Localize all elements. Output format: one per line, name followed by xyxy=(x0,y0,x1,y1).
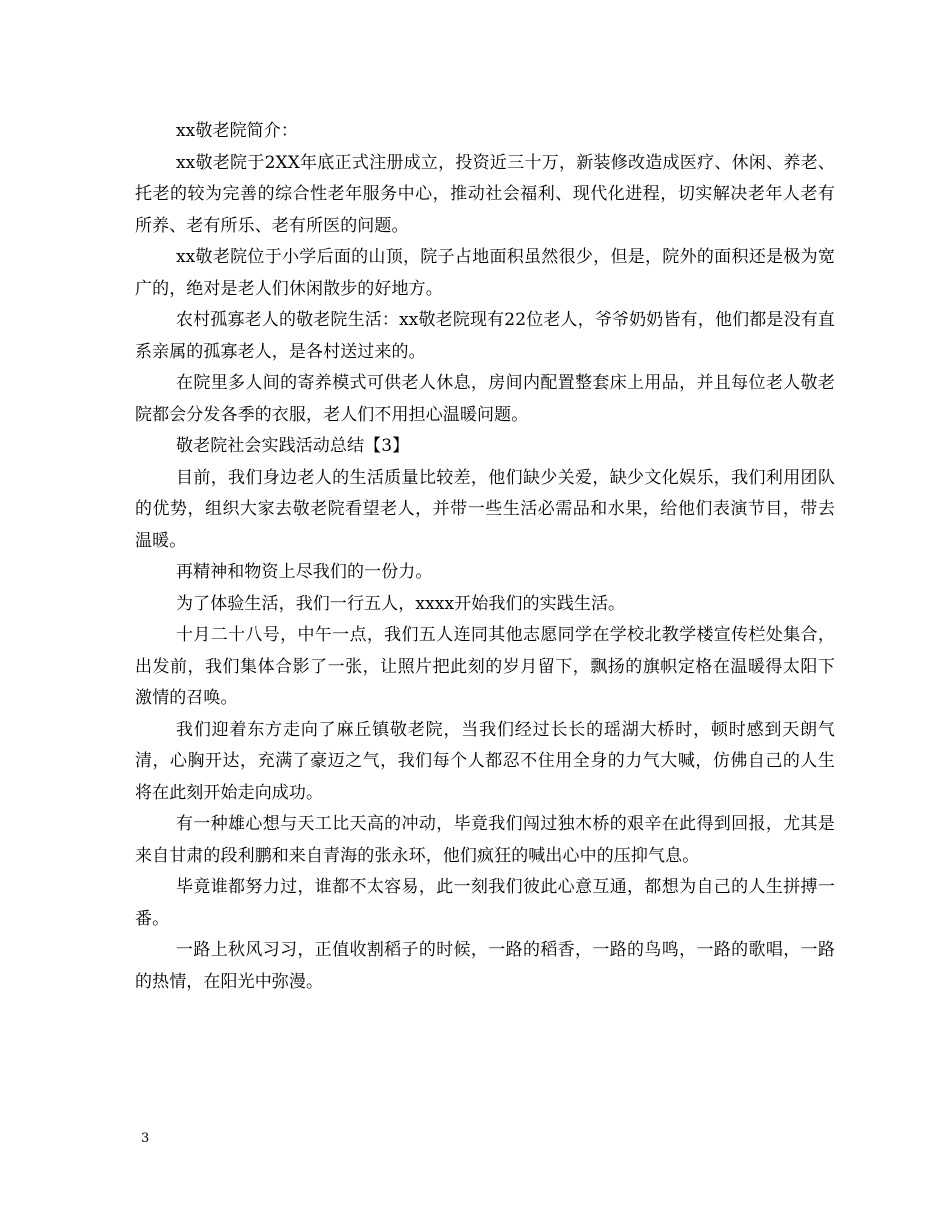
document-body xyxy=(135,116,835,998)
paragraph-1: xx敬老院简介： xyxy=(176,121,298,141)
section-heading: 敬老院社会实践活动总结【3】 xyxy=(176,436,410,456)
paragraph-3: xx敬老院位于小学后面的山顶，院子占地面积虽然很少，但是，院外的面积还是极为宽广的，绝对是老人们休闲散步的好地方。 xyxy=(135,247,835,299)
paragraph-11: 我们迎着东方走向了麻丘镇敬老院，当我们经过长长的瑶湖大桥时，顿时感到天朗气清，心胸开达，充满了豪迈之气，我们每个人都忍不住用全身的力气大喊，仿佛自己的人生将在此刻开始走向成功。 xyxy=(135,719,835,803)
page-number: 3 xyxy=(141,1131,150,1146)
paragraph-12: 有一种雄心想与天工比天高的冲动，毕竟我们闯过独木桥的艰辛在此得到回报，尤其是来自甘肃的段利鹏和来自青海的张永环，他们疯狂的喊出心中的压抑气息。 xyxy=(135,814,835,866)
paragraph-13: 毕竟谁都努力过，谁都不太容易，此一刻我们彼此心意互通，都想为自己的人生拼搏一番。 xyxy=(135,877,835,929)
paragraph-14: 一路上秋风习习，正值收割稻子的时候，一路的稻香，一路的鸟鸣，一路的歌唱，一路的热情，在阳光中弥漫。 xyxy=(135,940,835,992)
paragraph-2: xx敬老院于2XX年底正式注册成立，投资近三十万，新装修改造成医疗、休闲、养老、托老的较为完善的综合性老年服务中心，推动社会福利、现代化进程，切实解决老年人老有所养、老有所乐、老有所医的问题。 xyxy=(135,152,835,236)
paragraph-7: 目前，我们身边老人的生活质量比较差，他们缺少关爱，缺少文化娱乐，我们利用团队的优势，组织大家去敬老院看望老人，并带一些生活必需品和水果，给他们表演节目，带去温暖。 xyxy=(135,467,835,551)
paragraph-8: 再精神和物资上尽我们的一份力。 xyxy=(176,562,433,582)
paragraph-10: 十月二十八号，中午一点，我们五人连同其他志愿同学在学校北教学楼宣传栏处集合，出发前，我们集体合影了一张，让照片把此刻的岁月留下，飘扬的旗帜定格在温暖得太阳下激情的召唤。 xyxy=(135,625,835,708)
paragraph-4: 农村孤寡老人的敬老院生活：xx敬老院现有22位老人，爷爷奶奶皆有，他们都是没有直系亲属的孤寡老人，是各村送过来的。 xyxy=(135,310,835,362)
paragraph-9: 为了体验生活，我们一行五人，xxxx开始我们的实践生活。 xyxy=(176,593,626,614)
paragraph-5: 在院里多人间的寄养模式可供老人休息，房间内配置整套床上用品，并且每位老人敬老院都会分发各季的衣服，老人们不用担心温暖问题。 xyxy=(135,373,835,425)
